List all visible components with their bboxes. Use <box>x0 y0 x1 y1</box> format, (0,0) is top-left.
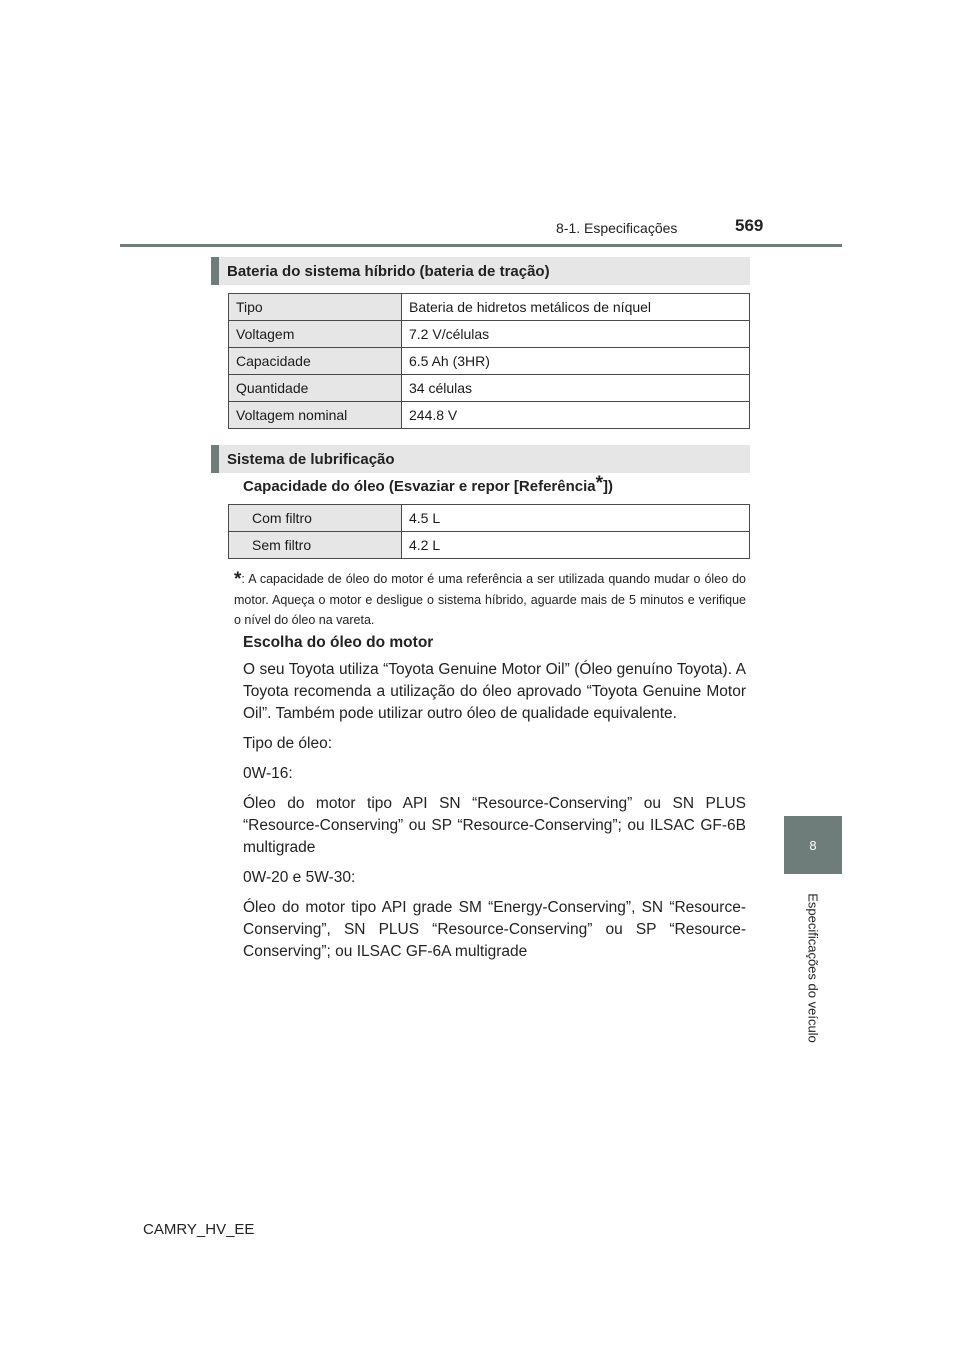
oil-capacity-footnote: *: A capacidade de óleo do motor é uma referência a ser utilizada quando mudar o óleo do motor. Aqueça o motor e desligue o sistema híbrido, aguarde mais de 5 minutos e verifique o nível do óleo na vareta. <box>234 569 746 627</box>
spec-value: 34 células <box>402 375 750 402</box>
oil-capacity-table <box>228 504 750 559</box>
table-row <box>229 532 750 559</box>
paragraph: O seu Toyota utiliza “Toyota Genuine Motor Oil” (Óleo genuíno Toyota). A Toyota recomenda a utilização do óleo aprovado “Toyota Genuine Motor Oil”. Também pode utilizar outro óleo de qualidade equivalente. <box>243 661 746 722</box>
oil-capacity-heading: Capacidade do óleo (Esvaziar e repor [Referência*]) <box>243 473 614 495</box>
table-row <box>229 294 750 321</box>
spec-value: 4.2 L <box>402 532 750 559</box>
spec-value: 244.8 V <box>402 402 750 429</box>
chapter-label: Especificações do veículo <box>805 892 821 1043</box>
header-rule <box>120 244 842 247</box>
spec-key: Tipo <box>229 294 402 321</box>
table-row <box>229 402 750 429</box>
spec-key: Voltagem nominal <box>229 402 402 429</box>
battery-spec-table <box>228 293 750 429</box>
battery-section-heading: Bateria do sistema híbrido (bateria de tração) <box>211 257 750 285</box>
spec-key: Voltagem <box>229 321 402 348</box>
paragraph: 0W-16: <box>243 765 293 782</box>
paragraph: Óleo do motor tipo API SN “Resource-Conserving” ou SN PLUS “Resource-Conserving” ou SP “Resource-Conserving”; ou ILSAC GF-6B multigrade <box>243 795 746 856</box>
spec-key: Sem filtro <box>229 532 402 559</box>
spec-value: 6.5 Ah (3HR) <box>402 348 750 375</box>
table-row <box>229 375 750 402</box>
section-title: 8-1. Especificações <box>556 220 678 236</box>
chapter-tab[interactable] <box>784 816 842 874</box>
paragraph: Tipo de óleo: <box>243 735 333 752</box>
table-row <box>229 505 750 532</box>
table-row <box>229 321 750 348</box>
footnote-marker: * <box>595 473 604 494</box>
page-number: 569 <box>735 216 764 235</box>
document-code: CAMRY_HV_EE <box>143 1221 255 1238</box>
spec-value: 7.2 V/células <box>402 321 750 348</box>
spec-key: Com filtro <box>229 505 402 532</box>
table-row <box>229 348 750 375</box>
spec-value: 4.5 L <box>402 505 750 532</box>
paragraph: Óleo do motor tipo API grade SM “Energy-Conserving”, SN “Resource-Conserving”, SN PLUS “Resource-Conserving” ou SP “Resource-Conserving”; ou ILSAC GF-6A multigrade <box>243 899 746 960</box>
spec-key: Capacidade <box>229 348 402 375</box>
oil-choice-heading: Escolha do óleo do motor <box>243 634 434 651</box>
paragraph: 0W-20 e 5W-30: <box>243 869 356 886</box>
spec-value: Bateria de hidretos metálicos de níquel <box>402 294 750 321</box>
spec-key: Quantidade <box>229 375 402 402</box>
lubrication-section-heading: Sistema de lubrificação <box>211 445 750 473</box>
chapter-number: 8 <box>809 837 817 853</box>
oil-choice-body <box>243 659 746 963</box>
